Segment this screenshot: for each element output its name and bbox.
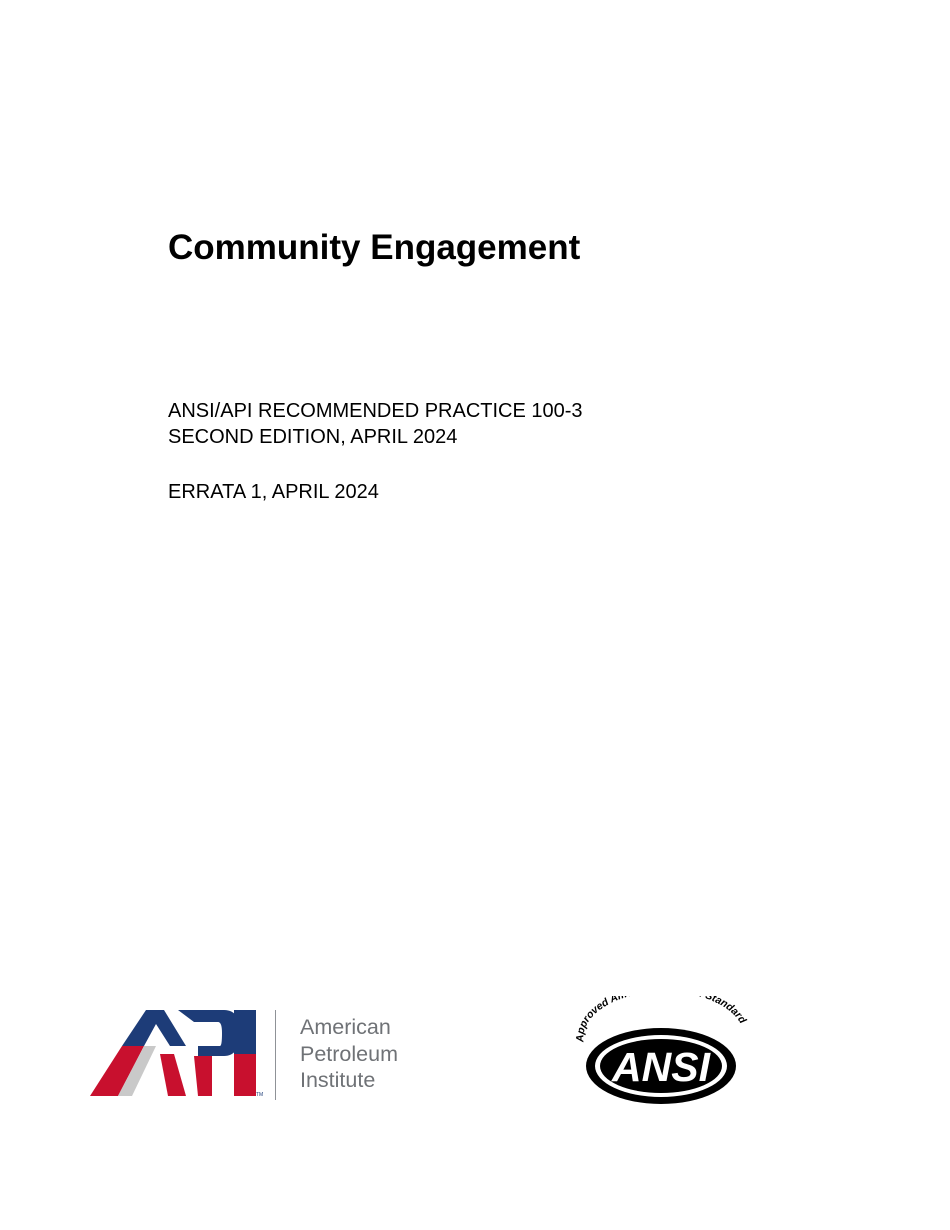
api-i-bottom [234, 1054, 256, 1096]
api-trademark: TM [256, 1092, 264, 1098]
document-designation-block [168, 398, 583, 450]
api-name-line-1: American [300, 1015, 391, 1039]
ansi-mark-text: ANSI [612, 1044, 710, 1090]
api-logo [88, 1006, 428, 1102]
api-i-top [234, 1010, 256, 1054]
edition-line: SECOND EDITION, APRIL 2024 [168, 426, 458, 448]
api-a-blue-top [122, 1010, 186, 1046]
ansi-arc-text: Approved A Standard [574, 996, 749, 1043]
ansi-logo-mark [574, 996, 750, 1108]
api-logo-mark [88, 1006, 264, 1098]
api-name-line-2: Petroleum [300, 1041, 398, 1066]
api-a-right-leg [160, 1054, 186, 1096]
api-logo-divider [275, 1010, 276, 1100]
ansi-logo [574, 996, 750, 1108]
api-logo-name [300, 1014, 398, 1094]
document-title: Community Engagement [168, 228, 581, 267]
api-name-line-3: Institute [300, 1068, 376, 1092]
api-p-stem [194, 1056, 212, 1096]
api-p-bowl [178, 1010, 240, 1056]
designation-line: ANSI/API RECOMMENDED PRACTICE 100-3 [168, 400, 583, 422]
errata-line: ERRATA 1, APRIL 2024 [168, 481, 379, 503]
